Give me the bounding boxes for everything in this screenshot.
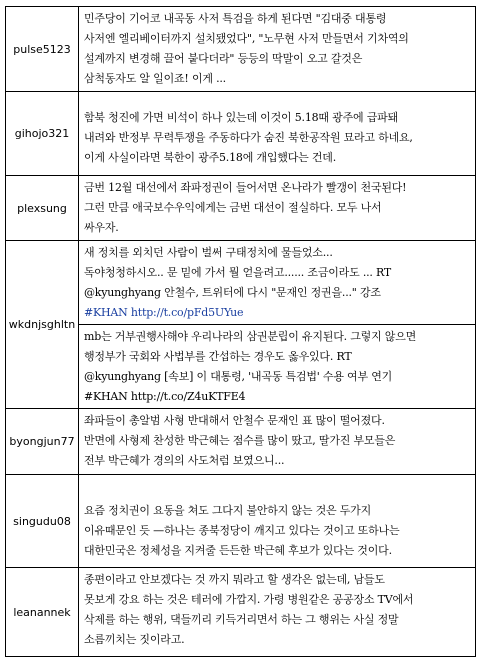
tweet-line: 못보게 강요 하는 것은 테러에 가깝지. 가령 병원같은 공공장소 TV에서 [84, 593, 414, 606]
tweet-line: 좌파들이 총알범 사형 반대해서 안철수 문재인 표 많이 떨어졌다. [84, 414, 385, 427]
tweet-line: 전부 박근혜가 경의의 사도처럼 보였으니... [84, 454, 285, 467]
tweet-line: 금번 12월 대선에서 좌파정권이 들어서면 온나라가 빨갱이 천국된다! [84, 181, 407, 194]
tweet-text-cell [79, 7, 476, 92]
username-cell: plexsung [6, 176, 79, 241]
tweet-text-cell [79, 325, 476, 409]
tweet-line: 함북 청진에 가면 비석이 하나 있는데 이것이 5.18때 광주에 급파돼 [84, 111, 399, 124]
tweet-text-cell [79, 92, 476, 176]
tweet-line: @kyunghyang 안철수, 트위터에 다시 "문재인 정권을..." 강조 [84, 286, 381, 299]
tweet-line: 새 정치를 외치던 사람이 벌써 구태정치에 물들었소... [84, 246, 333, 259]
username-cell: byongjun77 [6, 409, 79, 475]
tweet-line: 삭제를 하는 행위, 댁들끼리 키득거리면서 하는 그 행위는 사실 정말 [84, 613, 399, 626]
tweet-text-cell [79, 475, 476, 568]
username-cell: gihojo321 [6, 92, 79, 176]
username-cell: pulse5123 [6, 7, 79, 92]
tweet-line: 행정부가 국회와 사법부를 간섭하는 경우도 옳우있다. RT [84, 350, 352, 363]
table-row [6, 475, 476, 568]
table-row [6, 568, 476, 657]
tweet-text-cell [79, 409, 476, 475]
tweet-line: 대한민국은 정체성을 지켜줄 든든한 박근혜 후보가 있다는 것이다. [84, 544, 392, 557]
table-row [6, 241, 476, 325]
tweet-line: #KHAN http://t.co/Z4uKTFE4 [84, 390, 246, 403]
tweet-line: 민주당이 기어코 내곡동 사저 특검을 하게 된다면 "김대중 대통령 [84, 12, 387, 25]
tweet-line: mb는 거부권행사해야 우리나라의 삼권분립이 유지된다. 그렇지 않으면 [84, 330, 417, 343]
tweet-line: 독야청청하시오.. 문 밑에 가서 뭘 얻을려고...... 조금이라도 ... RT [84, 266, 392, 279]
username-cell: leanannek [6, 568, 79, 657]
tweet-line: 사저엔 엘리베이터까지 설치됐었다", "노무현 사저 만들면서 기차역의 [84, 32, 409, 45]
tweet-line: 반면에 사형제 찬성한 박근혜는 점수를 많이 땄고, 딸가진 부모들은 [84, 434, 396, 447]
username-cell: singudu08 [6, 475, 79, 568]
tweet-line: 소름끼치는 짓이라고. [84, 633, 185, 646]
tweet-table [5, 6, 476, 657]
username-cell: wkdnjsghltn [6, 241, 79, 409]
tweet-line: 요즘 정치권이 요동을 쳐도 그다지 불안하지 않는 것은 두가지 [84, 504, 372, 517]
tweet-line: 싸우자. [84, 221, 119, 234]
tweet-line: 이게 사실이라면 북한이 광주5.18에 개입했다는 건데. [84, 151, 336, 164]
table-row [6, 409, 476, 475]
tweet-text-cell [79, 176, 476, 241]
tweet-line: @kyunghyang [속보] 이 대통령, '내곡동 특검법' 수용 여부 연기 [84, 370, 393, 383]
tweet-text-cell [79, 568, 476, 657]
table-row [6, 176, 476, 241]
tweet-line: 설계까지 변경해 끌어 붙다더라" 등등의 딱말이 오고 갈것은 [84, 52, 363, 65]
tweet-link-line[interactable]: #KHAN http://t.co/pFd5UYue [84, 306, 244, 319]
tweet-text-cell [79, 241, 476, 325]
tweet-line: 종편이라고 안보겠다는 것 까지 뭐라고 할 생각은 없는데, 남들도 [84, 573, 385, 586]
tweet-line: 내려와 반정부 무력투쟁을 주동하다가 숨진 북한공작원 묘라고 하네요, [84, 131, 413, 144]
tweet-line: 이유때문인 듯 —하나는 종북정당이 깨지고 있다는 것이고 또하나는 [84, 524, 400, 537]
tweet-line: 삼척동자도 알 일이죠! 이게 ... [84, 72, 226, 85]
table-row [6, 7, 476, 92]
table-row [6, 92, 476, 176]
tweet-line: 그런 만큼 애국보수우익에게는 금번 대선이 절실하다. 모두 나서 [84, 201, 382, 214]
